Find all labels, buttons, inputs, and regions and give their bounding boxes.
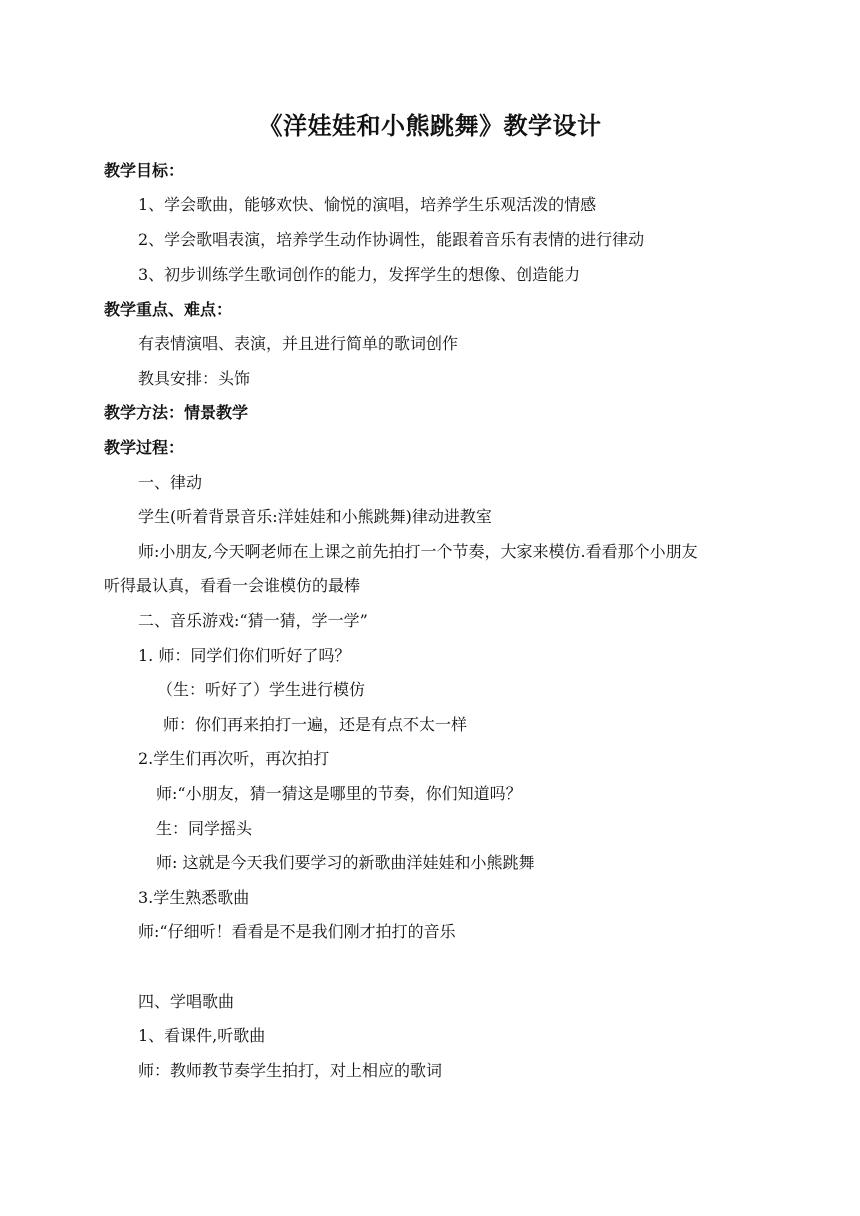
process-line: 师：你们再来拍打一遍，还是有点不太一样 [163,715,468,734]
key-points-text: 有表情演唱、表演，并且进行简单的歌词创作 [138,334,459,353]
objectives-heading: 教学目标： [104,161,185,180]
process-line: 1. 师：同学们你们听好了吗？ [138,646,351,665]
tools-text: 教具安排：头饰 [138,369,251,388]
process-line: 师:“仔细听！看看是不是我们刚才拍打的音乐 [138,922,456,941]
process-line: 师: 这就是今天我们要学习的新歌曲洋娃娃和小熊跳舞 [156,853,535,872]
process-line: （生：听好了）学生进行模仿 [157,680,366,699]
key-points-heading: 教学重点、难点： [104,300,233,319]
objective-item: 3、初步训练学生歌词创作的能力，发挥学生的想像、创造能力 [138,265,581,284]
process-line: 1、看课件,听歌曲 [138,1026,266,1045]
process-line: 二、音乐游戏:“猜一猜，学一学” [138,611,368,630]
objective-item: 1、学会歌曲，能够欢快、愉悦的演唱，培养学生乐观活泼的情感 [138,195,597,214]
process-line: 学生(听着背景音乐:洋娃娃和小熊跳舞)律动进教室 [138,507,492,526]
process-line: 师：教师教节奏学生拍打，对上相应的歌词 [138,1061,443,1080]
process-line: 师:“小朋友，猜一猜这是哪里的节奏，你们知道吗？ [156,784,522,803]
process-line: 一、律动 [138,473,203,492]
process-line: 生：同学摇头 [156,819,253,838]
method-text: 教学方法：情景教学 [104,403,249,422]
objective-item: 2、学会歌唱表演，培养学生动作协调性，能跟着音乐有表情的进行律动 [138,230,645,249]
process-line: 2.学生们再次听，再次拍打 [138,749,330,768]
document-title: 《洋娃娃和小熊跳舞》教学设计 [258,111,602,140]
process-line: 四、学唱歌曲 [138,992,235,1011]
process-line: 听得最认真，看看一会谁模仿的最棒 [104,576,361,595]
process-line: 师:小朋友,今天啊老师在上课之前先拍打一个节奏，大家来模仿.看看那个小朋友 [138,542,698,561]
process-line: 3.学生熟悉歌曲 [138,888,250,907]
process-heading: 教学过程： [104,438,185,457]
